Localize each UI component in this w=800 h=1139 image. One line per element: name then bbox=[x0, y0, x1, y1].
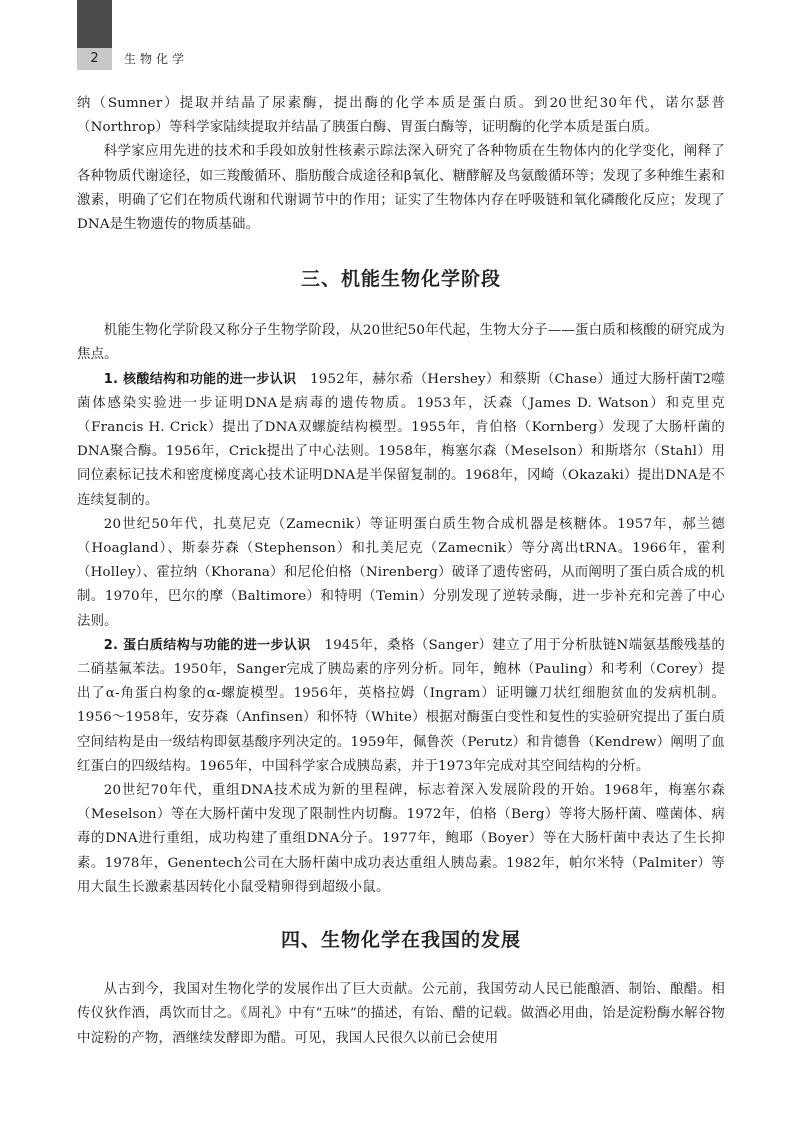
paragraph-5: 20世纪50年代，扎莫尼克（Zamecnik）等证明蛋白质生物合成机器是核糖体。1957年，郝兰德（Hoagland）、斯泰芬森（Stephenson）和扎美尼克（Zamecnik）等分离出tRNA。1966年，霍利（Holley）、霍拉纳（Khorana）和尼伦伯格（Nirenberg）破译了遗传密码，从而阐明了蛋白质合成的机制。1970年，巴尔的摩（Baltimore）和特明（Temin）分别发现了逆转录酶，进一步补充和完善了中心法则。 bbox=[77, 516, 725, 629]
paragraph-4 bbox=[77, 368, 725, 513]
paragraph-4-text: 1952年，赫尔希（Hershey）和蔡斯（Chase）通过大肠杆菌T2噬菌体感染实验进一步证明DNA是病毒的遗传物质。1953年，沃森（James D. Watson）和克里克（Francis H. Crick）提出了DNA双螺旋结构模型。1955年，肯伯格（Kornberg）发现了大肠杆菌的DNA聚合酶。1956年，Crick提出了中心法则。1958年，梅塞尔森（Meselson）和斯塔尔（Stahl）用同位素标记技术和密度梯度离心技术证明DNA是半保留复制的。1968年，冈崎（Okazaki）提出DNA是不连续复制的。 bbox=[77, 371, 725, 508]
page-tab-decoration bbox=[77, 0, 112, 48]
paragraph-1: 纳（Sumner）提取并结晶了尿素酶，提出酶的化学本质是蛋白质。到20世纪30年代，诺尔瑟普（Northrop）等科学家陆续提取并结晶了胰蛋白酶、胃蛋白酶等，证明酶的化学本质是蛋白质。 bbox=[77, 96, 725, 136]
paragraph-8: 从古到今，我国对生物化学的发展作出了巨大贡献。公元前，我国劳动人民已能酿酒、制饴、酿醋。相传仪狄作酒，禹饮而甘之。《周礼》中有“五味”的描述，有饴、醋的记载。做酒必用曲，饴是淀粉酶水解谷物中淀粉的产物，酒继续发酵即为醋。可见，我国人民很久以前已会使用 bbox=[77, 982, 725, 1046]
paragraph-6-text: 1945年，桑格（Sanger）建立了用于分析肽链N端氨基酸残基的二硝基氟苯法。1950年，Sanger完成了胰岛素的序列分析。同年，鲍林（Pauling）和考利（Corey）提出了α-角蛋白构象的α-螺旋模型。1956年，英格拉姆（Ingram）证明镰刀状红细胞贫血的发病机制。1956～1958年，安芬森（Anfinsen）和怀特（White）根据对酶蛋白变性和复性的实验研究提出了蛋白质空间结构是由一级结构即氨基酸序列决定的。1959年，佩鲁茨（Perutz）和肯德鲁（Kendrew）阐明了血红蛋白的四级结构。1965年，中国科学家合成胰岛素，并于1973年完成对其空间结构的分析。 bbox=[77, 637, 725, 774]
subheading-protein: 2. 蛋白质结构与功能的进一步认识 bbox=[103, 637, 311, 653]
paragraph-6 bbox=[77, 634, 725, 779]
running-header-title: 生物化学 bbox=[124, 52, 189, 66]
paragraph-7: 20世纪70年代，重组DNA技术成为新的里程碑，标志着深入发展阶段的开始。1968年，梅塞尔森（Meselson）等在大肠杆菌中发现了限制性内切酶。1972年，伯格（Berg）等将大肠杆菌、噬菌体、病毒的DNA进行重组，成功构建了重组DNA分子。1977年，鲍耶（Boyer）等在大肠杆菌中表达了生长抑素。1978年，Genentech公司在大肠杆菌中成功表达重组人胰岛素。1982年，帕尔米特（Palmiter）等用大鼠生长激素基因转化小鼠受精卵得到超级小鼠。 bbox=[77, 783, 725, 895]
paragraph-3: 机能生物化学阶段又称分子生物学阶段，从20世纪50年代起，生物大分子——蛋白质和核酸的研究成为焦点。 bbox=[77, 323, 725, 363]
subheading-nucleic-acid: 1. 核酸结构和功能的进一步认识 bbox=[103, 371, 297, 387]
page-body bbox=[77, 92, 725, 1051]
page-number: 2 bbox=[77, 48, 112, 70]
paragraph-2: 科学家应用先进的技术和手段如放射性核素示踪法深入研究了各种物质在生物体内的化学变化，阐释了各种物质代谢途径，如三羧酸循环、脂肪酸合成途径和β氧化、糖酵解及鸟氨酸循环等；发现了多种维生素和激素，明确了它们在物质代谢和代谢调节中的作用；证实了生物体内存在呼吸链和氧化磷酸化反应；发现了DNA是生物遗传的物质基础。 bbox=[77, 144, 725, 233]
section-heading-4: 四、生物化学在我国的发展 bbox=[280, 929, 521, 952]
section-heading-3: 三、机能生物化学阶段 bbox=[300, 268, 501, 291]
